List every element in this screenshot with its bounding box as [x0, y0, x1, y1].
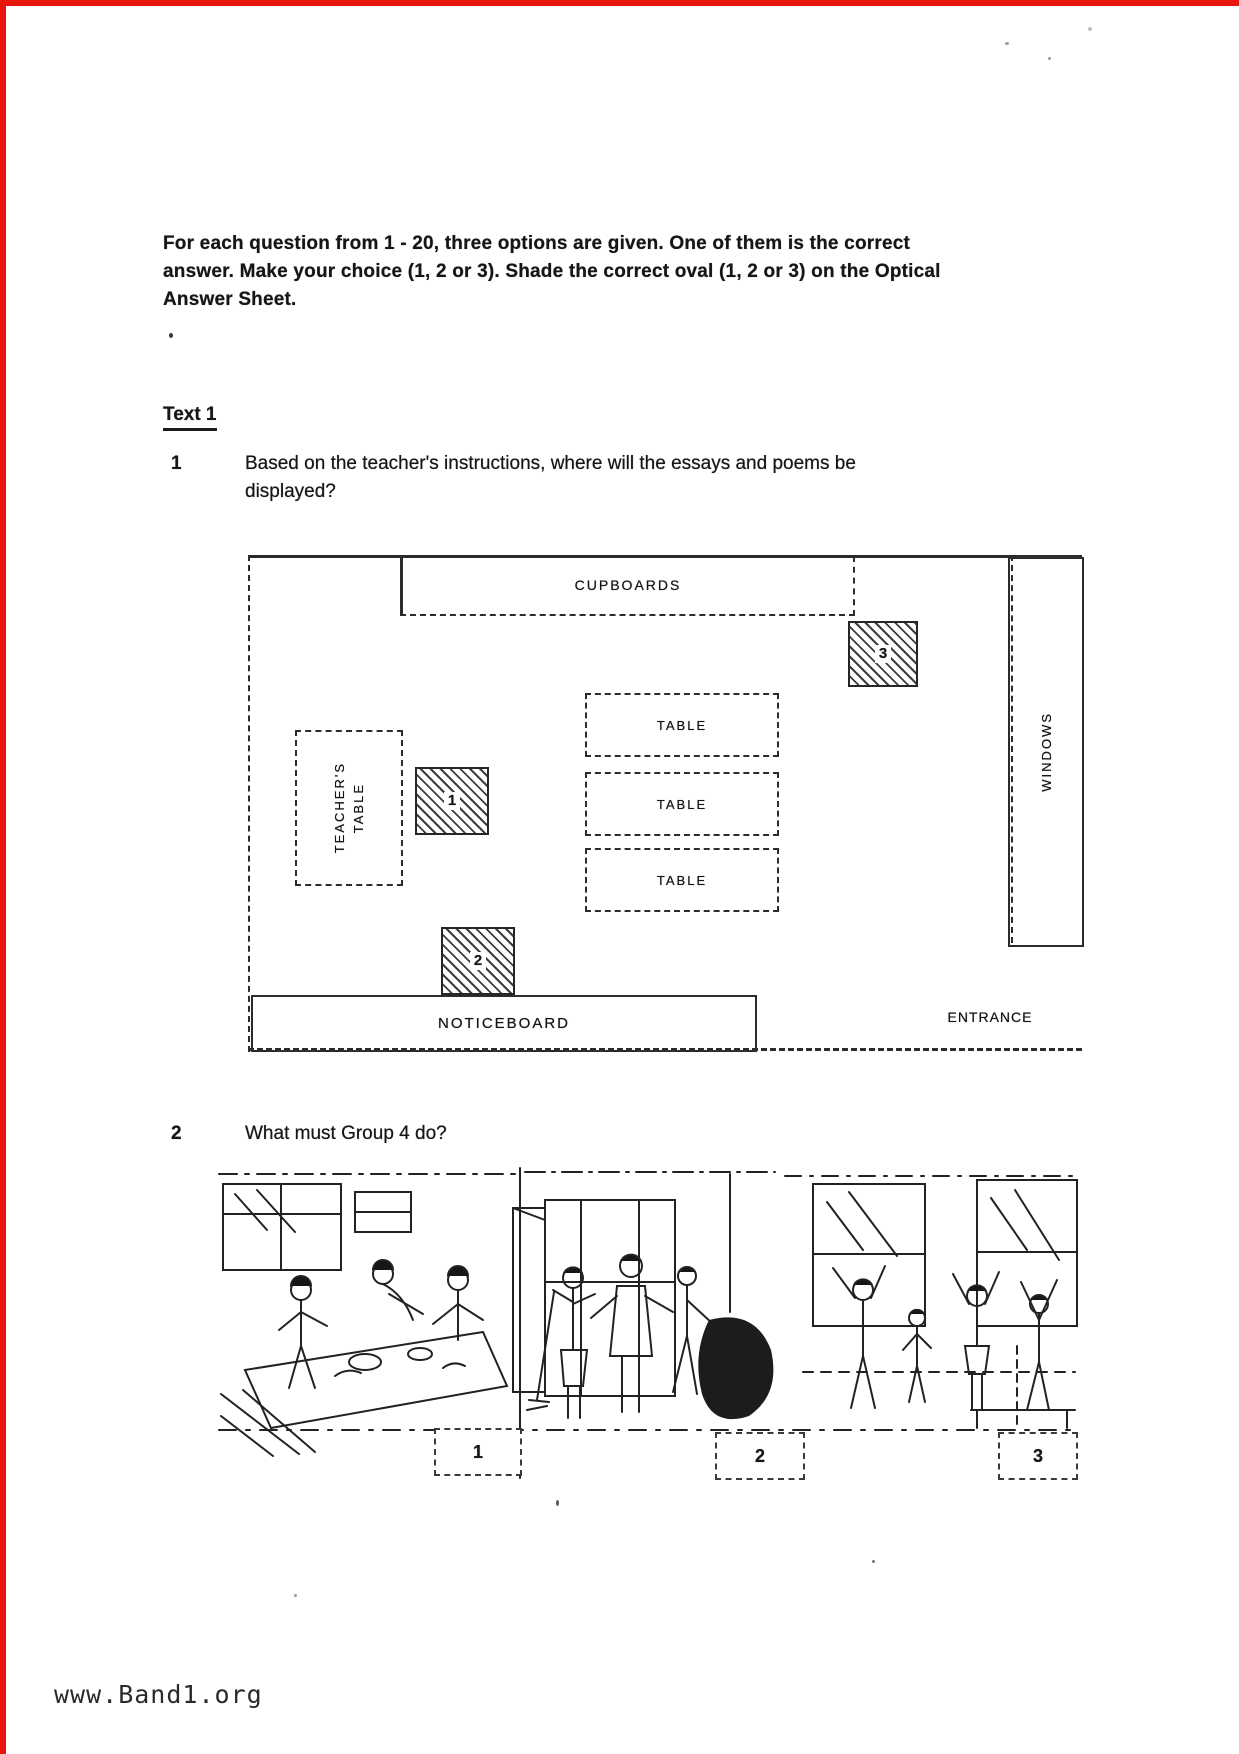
- hatched-spot-1: [415, 767, 489, 835]
- cupboards-label: CUPBOARDS: [574, 577, 682, 593]
- picture-options-illustration: [215, 1162, 1080, 1484]
- pupil-table-box-2: [585, 772, 779, 836]
- scan-speck: [1048, 57, 1051, 60]
- question-2-number: 2: [171, 1123, 182, 1144]
- table-label: TABLE: [656, 717, 708, 733]
- noticeboard-label: NOTICEBOARD: [437, 1015, 570, 1032]
- option-label-box-1: [434, 1428, 522, 1476]
- scan-speck: [169, 333, 173, 338]
- pupil-table-box-1: [585, 693, 779, 757]
- question-1-line: displayed?: [245, 481, 336, 502]
- question-1-line: Based on the teacher's instructions, where will the essays and poems be: [245, 453, 856, 474]
- spot-number: 3: [875, 645, 891, 663]
- scan-speck: [294, 1594, 297, 1597]
- option-label-box-2: [715, 1432, 805, 1480]
- scan-edge-line-left: [0, 0, 6, 1754]
- table-label: TABLE: [656, 796, 708, 812]
- classroom-floor-plan: [248, 555, 1082, 1055]
- section-heading-text1: Text 1: [163, 404, 217, 431]
- pupil-table-box-3: [585, 848, 779, 912]
- hatched-spot-3: [848, 621, 918, 687]
- entrance-label: ENTRANCE: [947, 1009, 1033, 1025]
- question-2-text: [245, 1120, 985, 1148]
- scan-speck: [872, 1560, 875, 1563]
- option-number: 1: [472, 1441, 483, 1462]
- question-1-number: 1: [171, 453, 182, 474]
- question-2-line: What must Group 4 do?: [245, 1123, 447, 1144]
- option-number: 3: [1032, 1445, 1043, 1466]
- scan-speck: [1005, 42, 1009, 45]
- scan-edge-line-top: [0, 0, 1239, 6]
- instructions-line: answer. Make your choice (1, 2 or 3). Shade the correct oval (1, 2 or 3) on the Optical: [163, 261, 941, 282]
- teachers-table-box: [295, 730, 403, 886]
- table-label: TABLE: [656, 872, 708, 888]
- instructions-paragraph: [163, 230, 1023, 314]
- spot-number: 1: [444, 792, 460, 810]
- spot-number: 2: [470, 952, 486, 970]
- noticeboard-box: [251, 995, 757, 1052]
- classroom-scene-drawing: [215, 1162, 1080, 1484]
- instructions-line: For each question from 1 - 20, three options are given. One of them is the correct: [163, 233, 910, 254]
- footer-site-url: www.Band1.org: [54, 1680, 263, 1709]
- windows-label: WINDOWS: [1038, 712, 1054, 792]
- option-label-box-3: [998, 1432, 1078, 1480]
- windows-box: [1008, 557, 1084, 947]
- teachers-table-label: TABLE: [351, 782, 366, 834]
- teachers-table-label: TEACHER'S: [332, 762, 347, 854]
- option-number: 2: [754, 1445, 765, 1466]
- hatched-spot-2: [441, 927, 515, 995]
- instructions-line: Answer Sheet.: [163, 289, 297, 310]
- scan-speck: [1088, 27, 1092, 31]
- floor-plan-wall-left: [248, 555, 250, 1052]
- question-1-text: [245, 450, 985, 506]
- scan-speck: [556, 1500, 559, 1506]
- cupboards-box: [400, 556, 855, 616]
